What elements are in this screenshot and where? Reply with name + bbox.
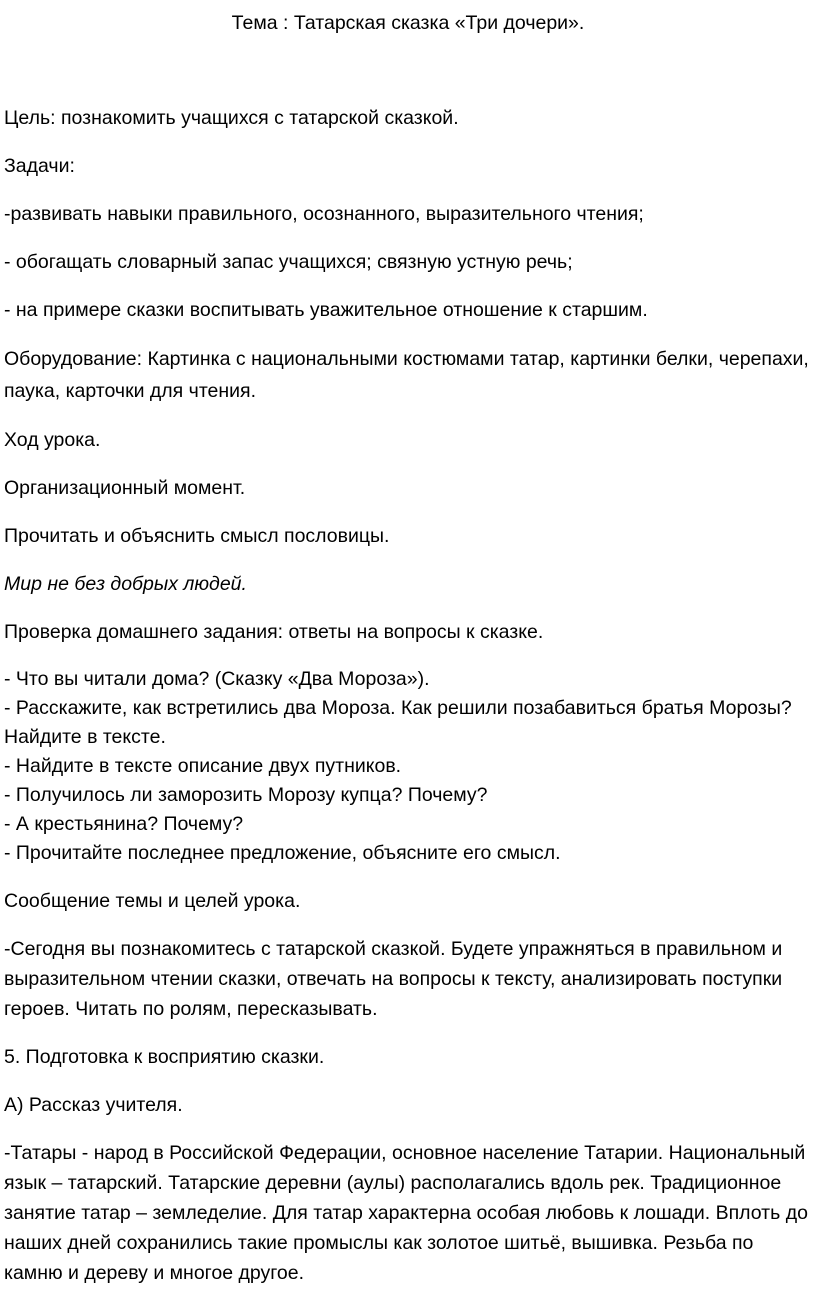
teacher-story-heading: А) Рассказ учителя. [4,1094,183,1116]
homework-check-paragraph: Проверка домашнего задания: ответы на вопросы к сказке. [4,621,544,643]
equipment-paragraph: Оборудование: Картинка с национальными костюмами татар, картинки белки, черепахи, паука, карточки для чтения. [4,348,809,402]
question-item-5: - А крестьянина? Почему? [4,813,244,835]
question-item-6: - Прочитайте последнее предложение, объясните его смысл. [4,842,561,864]
tasks-heading: Задачи: [4,155,75,177]
topic-announcement-heading: Сообщение темы и целей урока. [4,890,301,912]
question-item-3: - Найдите в тексте описание двух путников. [4,755,402,777]
question-item-1: - Что вы читали дома? (Сказку «Два Мороза»). [4,668,430,690]
tatars-info-paragraph: -Татары - народ в Российской Федерации, основное население Татарии. Национальный язык – татарский. Татарские деревни (аулы) располагались вдоль рек. Традиционное занятие татар – земледелие. Для татар характерна особая любовь к лошади. Вплоть до наших дней сохранились такие промыслы как золотое шитьё, вышивка. Резьба по камню и дереву и многое другое. [4,1142,808,1284]
question-item-2: - Расскажите, как встретились два Мороза. Как решили позабавиться братья Морозы? Найдите в тексте. [4,697,792,748]
task-item-1: -развивать навыки правильного, осознанного, выразительного чтения; [4,203,644,225]
task-item-2: - обогащать словарный запас учащихся; связную устную речь; [4,251,573,273]
question-list [4,665,812,868]
org-moment-heading: Организационный момент. [4,477,246,499]
question-item-4: - Получилось ли заморозить Морозу купца? Почему? [4,784,488,806]
today-intro-paragraph: -Сегодня вы познакомитесь с татарской сказкой. Будете упражняться в правильном и выразительном чтении сказки, отвечать на вопросы к тексту, анализировать поступки героев. Читать по ролям, пересказывать. [4,938,783,1020]
proverb-intro-paragraph: Прочитать и объяснить смысл пословицы. [4,525,390,547]
document-title: Тема : Татарская сказка «Три дочери». [231,12,585,34]
task-item-3: - на примере сказки воспитывать уважительное отношение к старшим. [4,299,648,321]
proverb-text: Мир не без добрых людей. [4,573,247,595]
lesson-flow-heading: Ход урока. [4,429,101,451]
prep-heading: 5. Подготовка к восприятию сказки. [4,1046,325,1068]
goal-paragraph: Цель: познакомить учащихся с татарской сказкой. [4,107,459,129]
